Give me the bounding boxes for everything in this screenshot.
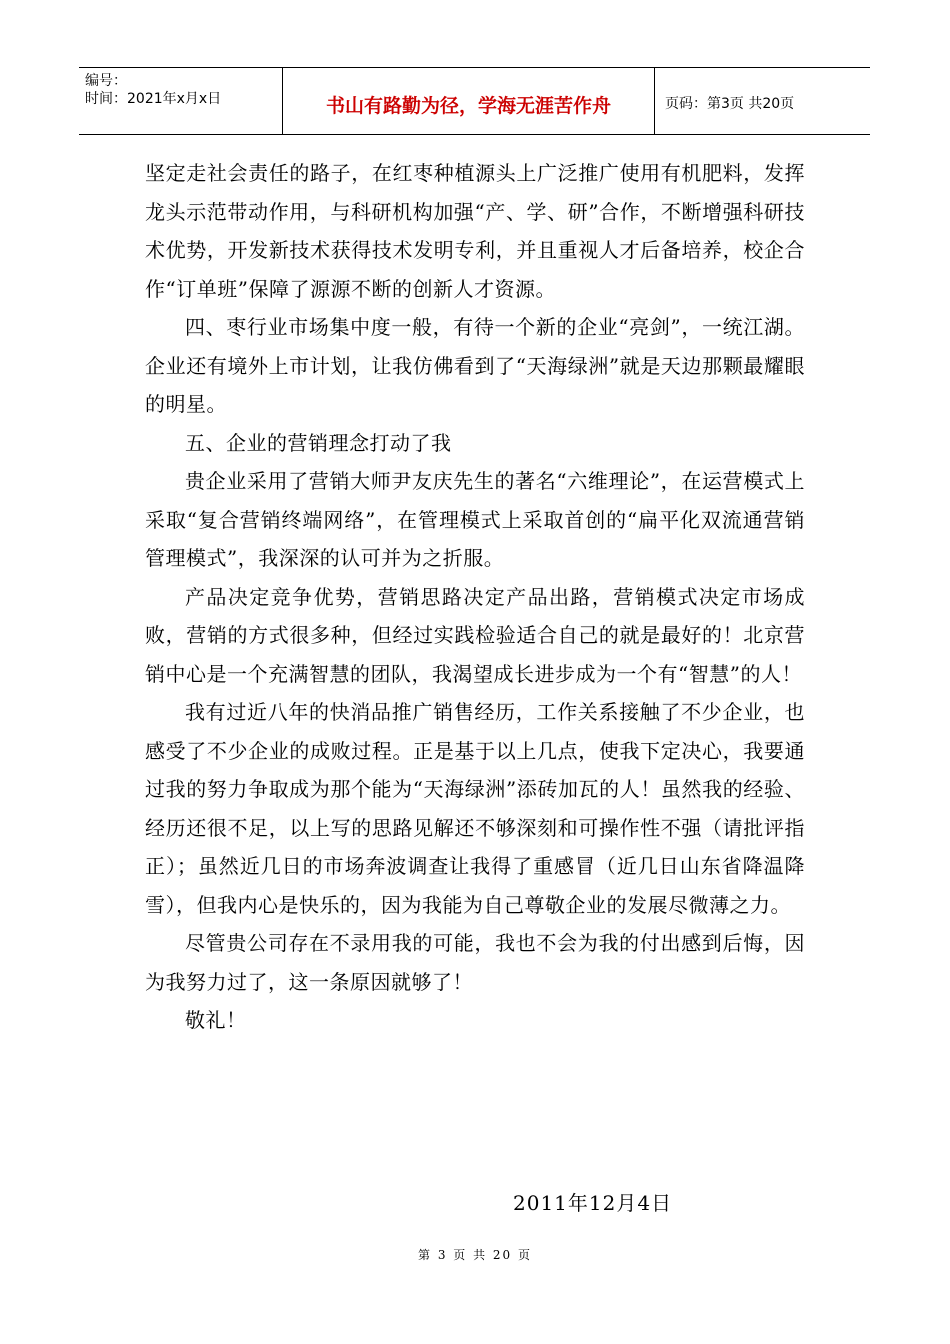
closing-salutation: 敬礼！: [185, 1008, 247, 1032]
header-motto: 书山有路勤为径，学海无涯苦作舟: [283, 68, 655, 134]
paragraph: 四、枣行业市场集中度一般，有待一个新的企业“亮剑”，一统江湖。企业还有境外上市计划，让我仿佛看到了“天海绿洲”就是天边那颗最耀眼的明星。: [145, 315, 805, 416]
header-meta: [79, 68, 283, 134]
paragraph: 贵企业采用了营销大师尹友庆先生的著名“六维理论”，在运营模式上采取“复合营销终端网络”，在管理模式上采取首创的“扁平化双流通营销管理模式”，我深深的认可并为之折服。: [145, 469, 805, 570]
paragraph: 产品决定竞争优势，营销思路决定产品出路，营销模式决定市场成败，营销的方式很多种，但经过实践检验适合自己的就是最好的！北京营销中心是一个充满智慧的团队，我渴望成长进步成为一个有“智慧”的人！: [145, 584, 805, 686]
letter-body: [145, 154, 805, 1040]
header-page-info: 页码：第3页 共20页: [665, 96, 795, 112]
document-number-label: 编号：: [85, 73, 127, 89]
paragraph: 尽管贵公司存在不录用我的可能，我也不会为我的付出感到后悔，因为我努力过了，这一条原因就够了！: [145, 931, 805, 994]
page-header: [79, 67, 870, 135]
paragraph: 我有过近八年的快消品推广销售经历，工作关系接触了不少企业，也感受了不少企业的成败过程。正是基于以上几点，使我下定决心，我要通过我的努力争取成为那个能为“天海绿洲”添砖加瓦的人！虽然我的经验、经历还很不足，以上写的思路见解还不够深刻和可操作性不强（请批评指正）；虽然近几日的市场奔波调查让我得了重感冒（近几日山东省降温降雪），但我内心是快乐的，因为我能为自己尊敬企业的发展尽微薄之力。: [145, 700, 805, 917]
document-time-label: 时间：2021年x月x日: [85, 91, 222, 107]
letter-date: 2011年12月4日: [513, 1191, 673, 1215]
section-heading: 五、企业的营销理念打动了我: [185, 430, 452, 455]
page-footer: 第 3 页 共 20 页: [418, 1248, 532, 1262]
paragraph: 坚定走社会责任的路子，在红枣种植源头上广泛推广使用有机肥料，发挥龙头示范带动作用，与科研机构加强“产、学、研”合作，不断增强科研技术优势，开发新技术获得技术发明专利，并且重视人才后备培养，校企合作“订单班”保障了源源不断的创新人才资源。: [145, 161, 805, 301]
